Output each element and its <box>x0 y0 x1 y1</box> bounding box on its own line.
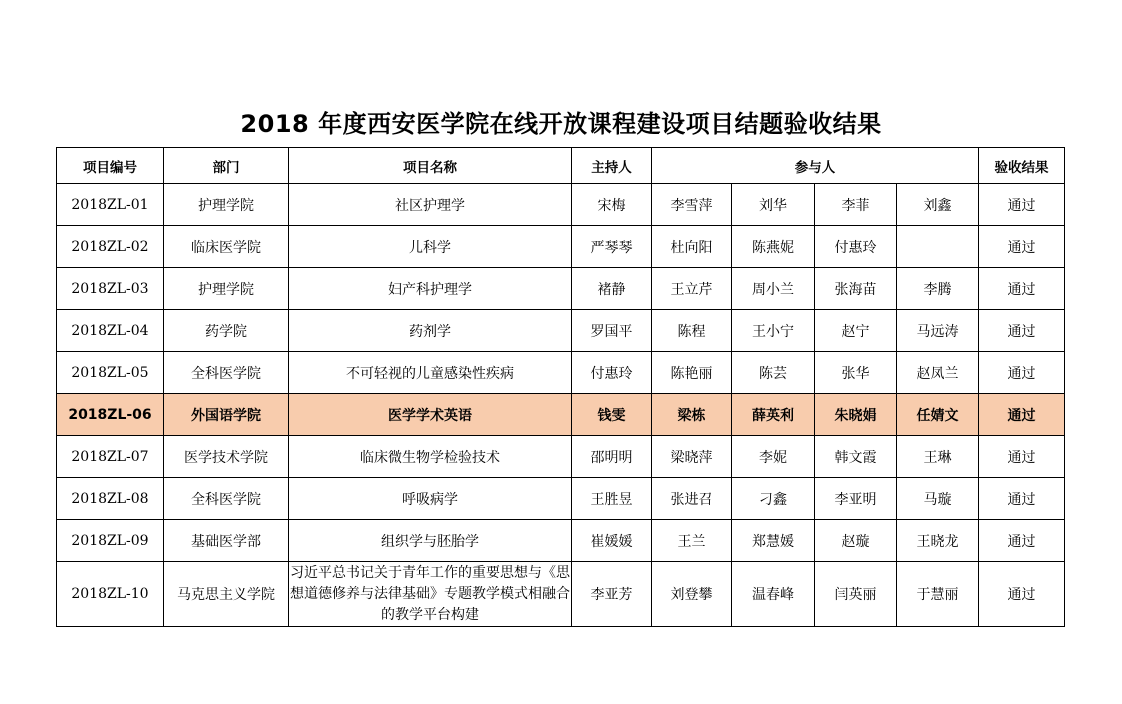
cell-participant: 李亚明 <box>815 478 897 520</box>
cell-participant: 温春峰 <box>732 562 815 627</box>
cell-participant: 王小宁 <box>732 310 815 352</box>
cell-name: 儿科学 <box>289 226 572 268</box>
cell-name: 不可轻视的儿童感染性疾病 <box>289 352 572 394</box>
cell-id: 2018ZL-10 <box>57 562 164 627</box>
cell-participant: 王兰 <box>652 520 732 562</box>
cell-participant: 付惠玲 <box>815 226 897 268</box>
cell-id: 2018ZL-06 <box>57 394 164 436</box>
table-row <box>57 478 1065 520</box>
cell-host: 钱雯 <box>572 394 652 436</box>
cell-name: 妇产科护理学 <box>289 268 572 310</box>
cell-dept: 全科医学院 <box>164 352 289 394</box>
cell-dept: 护理学院 <box>164 268 289 310</box>
header-participants: 参与人 <box>652 148 979 184</box>
page-title: 2018 年度西安医学院在线开放课程建设项目结题验收结果 <box>240 110 882 138</box>
cell-participant: 马璇 <box>897 478 979 520</box>
cell-host: 付惠玲 <box>572 352 652 394</box>
cell-name: 组织学与胚胎学 <box>289 520 572 562</box>
table-row <box>57 520 1065 562</box>
cell-participant: 王晓龙 <box>897 520 979 562</box>
cell-name: 社区护理学 <box>289 184 572 226</box>
cell-id: 2018ZL-05 <box>57 352 164 394</box>
cell-participant: 李菲 <box>815 184 897 226</box>
cell-id: 2018ZL-07 <box>57 436 164 478</box>
cell-host: 宋梅 <box>572 184 652 226</box>
cell-result: 通过 <box>979 520 1065 562</box>
cell-name: 习近平总书记关于青年工作的重要思想与《思想道德修养与法律基础》专题教学模式相融合的教学平台构建 <box>289 562 572 627</box>
cell-participant: 刘华 <box>732 184 815 226</box>
header-dept: 部门 <box>164 148 289 184</box>
cell-participant: 梁晓萍 <box>652 436 732 478</box>
cell-participant: 朱晓娟 <box>815 394 897 436</box>
cell-participant: 郑慧媛 <box>732 520 815 562</box>
table-header-row <box>57 148 1065 184</box>
cell-dept: 护理学院 <box>164 184 289 226</box>
cell-participant: 张海苗 <box>815 268 897 310</box>
cell-participant: 刁鑫 <box>732 478 815 520</box>
cell-name: 医学学术英语 <box>289 394 572 436</box>
cell-dept: 外国语学院 <box>164 394 289 436</box>
cell-result: 通过 <box>979 436 1065 478</box>
cell-result: 通过 <box>979 226 1065 268</box>
cell-id: 2018ZL-04 <box>57 310 164 352</box>
cell-participant: 陈艳丽 <box>652 352 732 394</box>
table-row <box>57 268 1065 310</box>
cell-host: 罗国平 <box>572 310 652 352</box>
cell-dept: 马克思主义学院 <box>164 562 289 627</box>
table-row <box>57 226 1065 268</box>
cell-name: 药剂学 <box>289 310 572 352</box>
cell-participant: 陈芸 <box>732 352 815 394</box>
cell-participant: 杜向阳 <box>652 226 732 268</box>
cell-participant: 李妮 <box>732 436 815 478</box>
cell-result: 通过 <box>979 478 1065 520</box>
table-row <box>57 184 1065 226</box>
cell-participant: 王立芹 <box>652 268 732 310</box>
cell-participant: 闫英丽 <box>815 562 897 627</box>
header-name: 项目名称 <box>289 148 572 184</box>
cell-participant: 马远涛 <box>897 310 979 352</box>
table-row <box>57 310 1065 352</box>
cell-participant: 刘登攀 <box>652 562 732 627</box>
cell-result: 通过 <box>979 562 1065 627</box>
cell-participant: 张华 <box>815 352 897 394</box>
table-row <box>57 436 1065 478</box>
header-result: 验收结果 <box>979 148 1065 184</box>
cell-participant: 陈程 <box>652 310 732 352</box>
cell-result: 通过 <box>979 268 1065 310</box>
cell-dept: 全科医学院 <box>164 478 289 520</box>
cell-id: 2018ZL-03 <box>57 268 164 310</box>
cell-participant: 任婧文 <box>897 394 979 436</box>
cell-id: 2018ZL-02 <box>57 226 164 268</box>
table-row <box>57 562 1065 627</box>
cell-host: 褚静 <box>572 268 652 310</box>
header-host: 主持人 <box>572 148 652 184</box>
cell-participant: 陈燕妮 <box>732 226 815 268</box>
cell-participant <box>897 226 979 268</box>
table-row-highlighted <box>57 394 1065 436</box>
cell-name: 临床微生物学检验技术 <box>289 436 572 478</box>
table-row <box>57 352 1065 394</box>
cell-participant: 王琳 <box>897 436 979 478</box>
cell-id: 2018ZL-01 <box>57 184 164 226</box>
cell-host: 王胜昱 <box>572 478 652 520</box>
cell-participant: 刘鑫 <box>897 184 979 226</box>
cell-result: 通过 <box>979 394 1065 436</box>
cell-result: 通过 <box>979 310 1065 352</box>
cell-participant: 周小兰 <box>732 268 815 310</box>
cell-participant: 李雪萍 <box>652 184 732 226</box>
cell-participant: 韩文霞 <box>815 436 897 478</box>
cell-participant: 赵凤兰 <box>897 352 979 394</box>
cell-result: 通过 <box>979 184 1065 226</box>
cell-host: 严琴琴 <box>572 226 652 268</box>
results-table <box>56 147 1065 627</box>
cell-host: 邵明明 <box>572 436 652 478</box>
cell-participant: 于慧丽 <box>897 562 979 627</box>
cell-host: 崔媛媛 <box>572 520 652 562</box>
cell-dept: 医学技术学院 <box>164 436 289 478</box>
cell-participant: 李腾 <box>897 268 979 310</box>
cell-id: 2018ZL-09 <box>57 520 164 562</box>
cell-participant: 梁栋 <box>652 394 732 436</box>
cell-dept: 基础医学部 <box>164 520 289 562</box>
cell-id: 2018ZL-08 <box>57 478 164 520</box>
cell-participant: 赵宁 <box>815 310 897 352</box>
header-id: 项目编号 <box>57 148 164 184</box>
cell-participant: 薛英利 <box>732 394 815 436</box>
cell-participant: 赵璇 <box>815 520 897 562</box>
cell-participant: 张进召 <box>652 478 732 520</box>
cell-name: 呼吸病学 <box>289 478 572 520</box>
cell-dept: 临床医学院 <box>164 226 289 268</box>
cell-host: 李亚芳 <box>572 562 652 627</box>
cell-dept: 药学院 <box>164 310 289 352</box>
cell-result: 通过 <box>979 352 1065 394</box>
